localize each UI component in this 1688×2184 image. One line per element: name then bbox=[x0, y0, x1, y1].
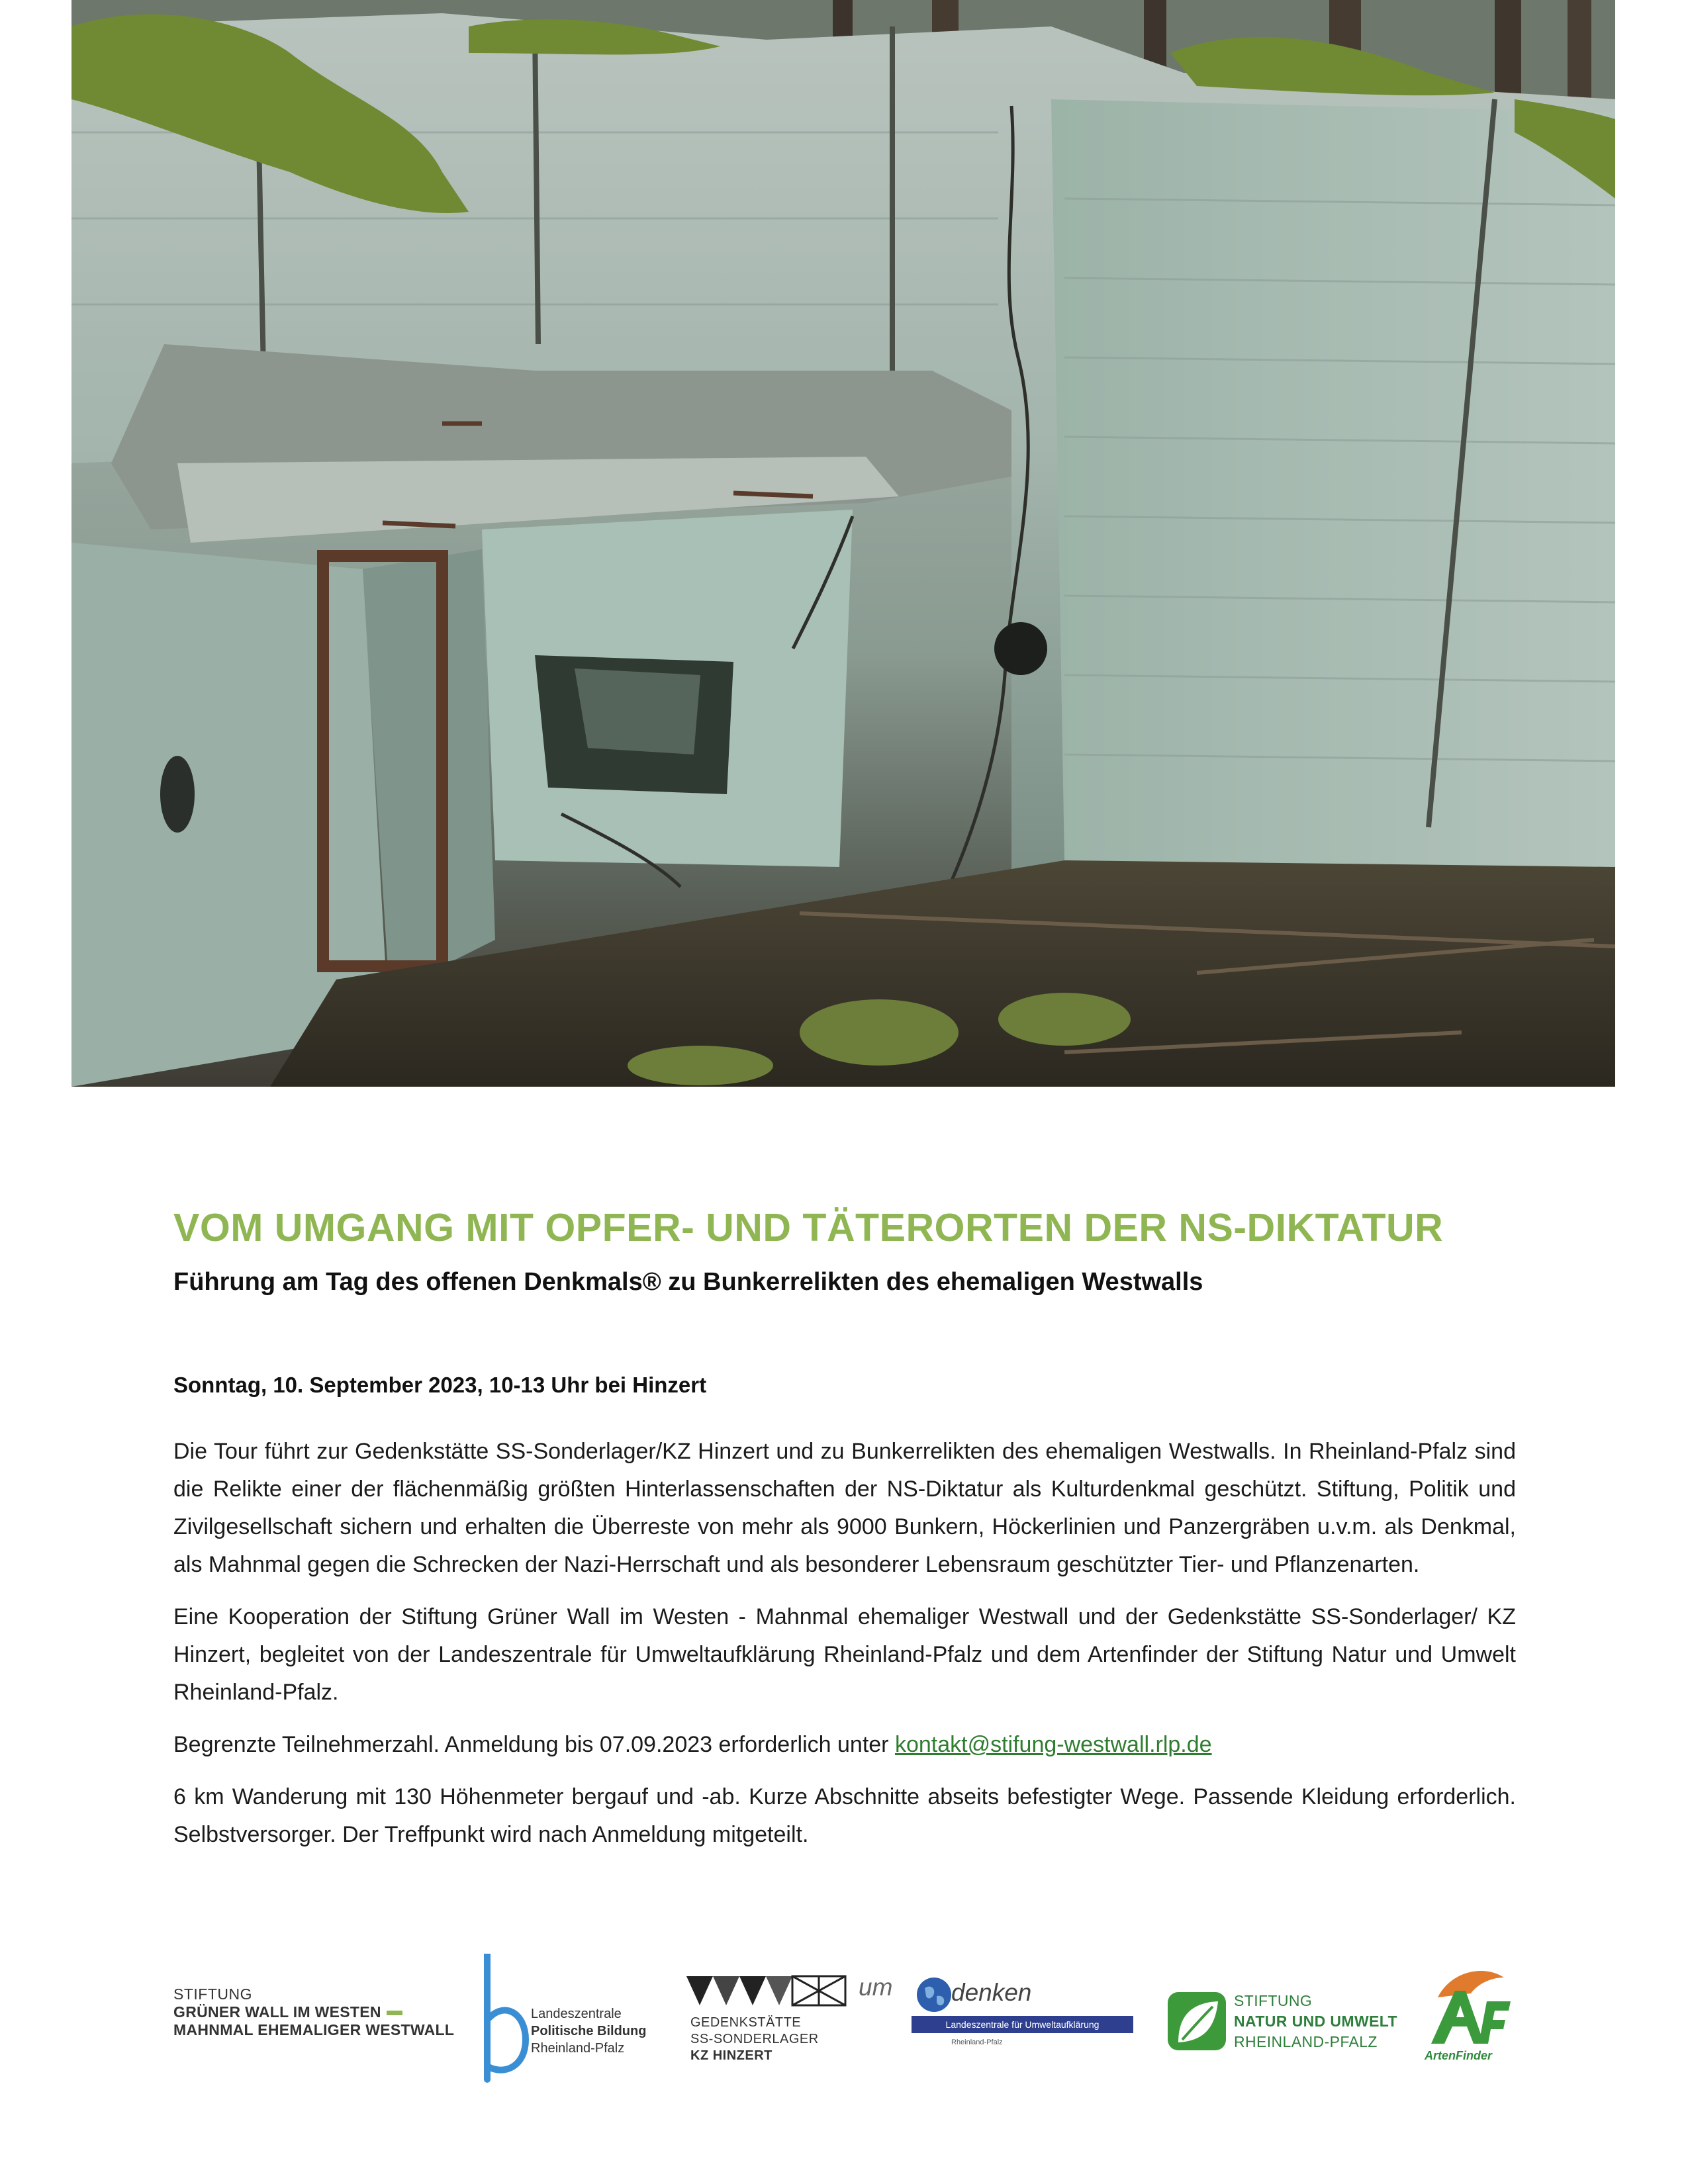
lpb-b-icon bbox=[478, 1954, 531, 2086]
umdenken-region: Rheinland-Pfalz bbox=[951, 2038, 1003, 2046]
hero-photo bbox=[71, 0, 1615, 1087]
logo-umdenken bbox=[859, 1974, 1137, 2060]
logo-gruener-wall bbox=[173, 1985, 458, 2039]
leaf-icon bbox=[1165, 1989, 1229, 2053]
registration-text: Begrenzte Teilnehmerzahl. Anmeldung bis 07.09.2023 erforderlich unter bbox=[173, 1732, 889, 1758]
stiftung-natur-line2: NATUR UND UMWELT bbox=[1234, 2013, 1398, 2030]
gedenkstaette-text bbox=[690, 2015, 819, 2064]
artenfinder-caption: ArtenFinder bbox=[1425, 2049, 1493, 2062]
logo-artenfinder bbox=[1418, 1964, 1524, 2064]
registration-email-link[interactable]: kontakt@stifung-westwall.rlp.de bbox=[894, 1732, 1212, 1758]
green-bar-icon bbox=[387, 2011, 402, 2015]
logo-stiftung-natur-umwelt bbox=[1165, 1984, 1403, 2057]
logo-gruener-wall-line3: MAHNMAL EHEMALIGER WESTWALL bbox=[173, 2021, 455, 2038]
intro-paragraph: Die Tour führt zur Gedenkstätte SS-Sonderlager/KZ Hinzert und zu Bunkerrelikten des ehemaligen Westwalls. In Rheinland-Pfalz sind die Relikte einer der flächenmäßig größten Hinterlassenschaften der NS-Diktatur als Kulturdenkmal geschützt. Stiftung, Politik und Zivilgesellschaft sichern und erhalten die Überreste von mehr als 9000 Bunkern, Höckerlinien und Panzergräben u.v.m. als Denkmal, als Mahnmal gegen die Schrecken der Nazi-Herrschaft und als besonderer Lebensraum geschützter Tier- und Pflanzenarten. bbox=[173, 1439, 1516, 1578]
logo-gruener-wall-line1: STIFTUNG bbox=[173, 1985, 252, 2003]
event-date: Sonntag, 10. September 2023, 10-13 Uhr bei Hinzert bbox=[173, 1373, 707, 1398]
artenfinder-af-icon bbox=[1418, 1964, 1517, 2048]
lpb-line1: Landeszentrale bbox=[531, 2007, 622, 2021]
umdenken-prefix: um bbox=[859, 1974, 893, 2001]
lpb-text bbox=[531, 2005, 646, 2057]
gedenkstaette-line3: KZ HINZERT bbox=[690, 2048, 773, 2063]
gedenkstaette-line2: SS-SONDERLAGER bbox=[690, 2032, 819, 2046]
logo-landeszentrale-politische-bildung bbox=[478, 1954, 677, 2086]
page-title: VOM UMGANG MIT OPFER- UND TÄTERORTEN DER NS-DIKTATUR bbox=[173, 1206, 1444, 1250]
umdenken-band: Landeszentrale für Umweltaufklärung bbox=[912, 2016, 1133, 2033]
stiftung-natur-line3: RHEINLAND-PFALZ bbox=[1234, 2033, 1378, 2050]
logo-gedenkstaette-hinzert bbox=[686, 1971, 865, 2083]
gedenkstaette-line1: GEDENKSTÄTTE bbox=[690, 2015, 802, 2030]
hike-info-paragraph: 6 km Wanderung mit 130 Höhenmeter bergauf und -ab. Kurze Abschnitte abseits befestigter Wege. Passende Kleidung erforderlich. Selbstversorger. Der Treffpunkt wird nach Anmeldung mitgeteilt. bbox=[173, 1784, 1516, 1848]
partner-logos bbox=[173, 1939, 1524, 2085]
globe-icon bbox=[915, 1976, 953, 2013]
umdenken-word: denken bbox=[951, 1979, 1032, 2006]
registration-paragraph bbox=[173, 1726, 1516, 1764]
lpb-line2: Politische Bildung bbox=[531, 2024, 647, 2038]
cooperation-paragraph: Eine Kooperation der Stiftung Grüner Wall im Westen - Mahnmal ehemaliger Westwall und der Gedenkstätte SS-Sonderlager/ KZ Hinzert, begleitet von der Landeszentrale für Umweltaufklärung Rheinland-Pfalz und dem Artenfinder der Stiftung Natur und Umwelt Rheinland-Pfalz. bbox=[173, 1604, 1516, 1706]
stiftung-natur-line1: STIFTUNG bbox=[1234, 1992, 1313, 2009]
logo-gruener-wall-line2: GRÜNER WALL IM WESTEN bbox=[173, 2003, 458, 2021]
event-content bbox=[173, 1205, 1516, 1854]
page-subtitle: Führung am Tag des offenen Denkmals® zu Bunkerrelikten des ehemaligen Westwalls bbox=[173, 1267, 1203, 1296]
stiftung-natur-text bbox=[1234, 1991, 1397, 2052]
gedenkstaette-triangles-icon bbox=[686, 1971, 852, 2009]
lpb-line3: Rheinland-Pfalz bbox=[531, 2041, 625, 2056]
bunker-photo-illustration bbox=[71, 0, 1615, 1087]
